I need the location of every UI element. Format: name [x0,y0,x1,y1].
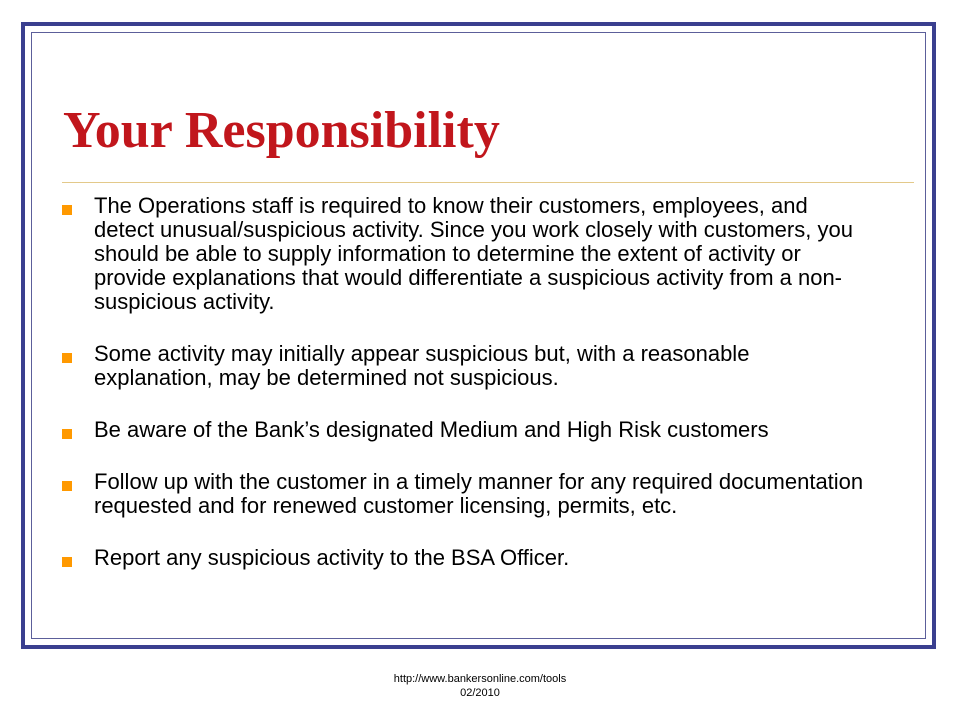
bullet-item-3 [62,418,872,442]
bullet-text-1: The Operations staff is required to know their customers, employees, and detect unusual/suspicious activity. Since you work closely with customers, you should be able to supply information to determine the extent of activity or provide explanations that would differentiate a suspicious activity from a non-suspicious activity. [94,193,853,314]
bullet-item-5 [62,546,872,570]
square-bullet-icon [62,481,72,491]
bullet-list [62,194,872,598]
bullet-item-2 [62,342,872,390]
square-bullet-icon [62,557,72,567]
title-divider [62,182,914,183]
bullet-item-4 [62,470,872,518]
square-bullet-icon [62,353,72,363]
footer-url[interactable]: http://www.bankersonline.com/tools [393,673,567,685]
bullet-text-3: Be aware of the Bank’s designated Medium and High Risk customers [94,417,769,442]
square-bullet-icon [62,429,72,439]
bullet-text-4: Follow up with the customer in a timely manner for any required documentation requested and for renewed customer licensing, permits, etc. [94,469,864,518]
bullet-item-1 [62,194,872,314]
slide-title: Your Responsibility [63,102,500,159]
bullet-text-5: Report any suspicious activity to the BSA Officer. [94,545,570,570]
footer-date: 02/2010 [460,687,500,699]
square-bullet-icon [62,205,72,215]
bullet-text-2: Some activity may initially appear suspicious but, with a reasonable explanation, may be determined not suspicious. [94,341,750,390]
slide-footer [320,672,640,700]
